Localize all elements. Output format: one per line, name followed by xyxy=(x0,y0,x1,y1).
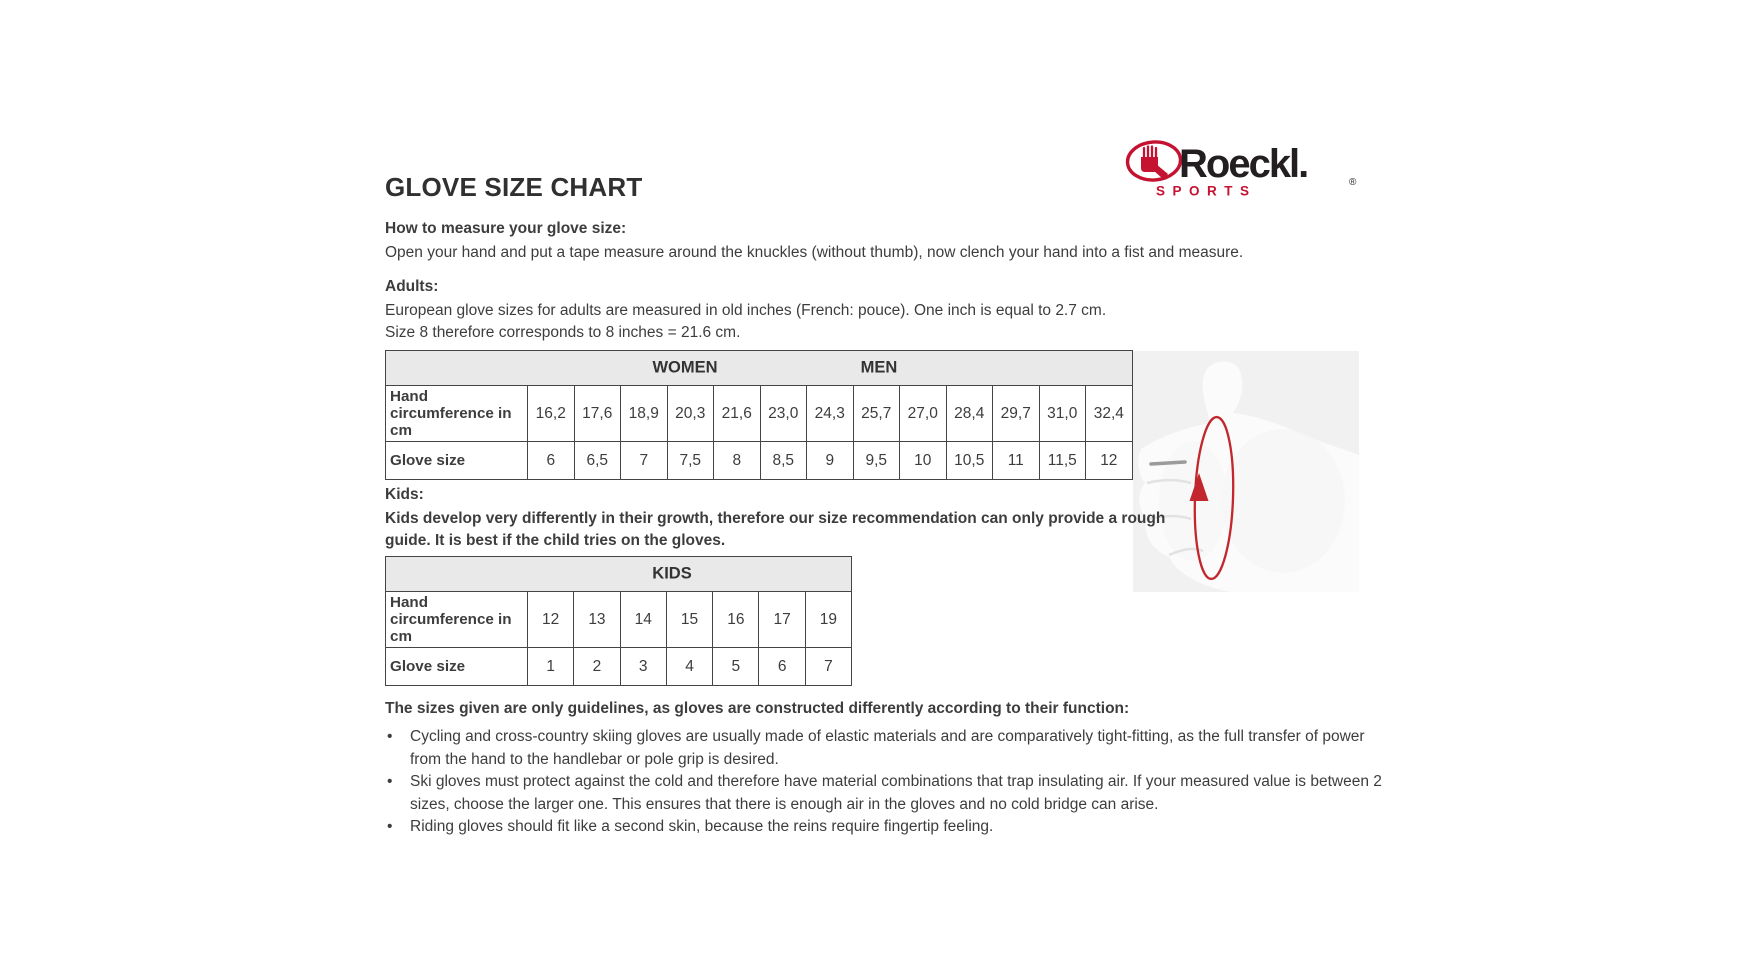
adults-group-header-row xyxy=(386,351,1133,386)
list-item xyxy=(385,726,1390,771)
kids-group-label: KIDS xyxy=(652,564,692,583)
circumference-cell: 27,0 xyxy=(900,386,947,442)
circumference-row-label: Hand circumference in cm xyxy=(386,386,528,442)
glove-size-cell: 4 xyxy=(666,648,712,686)
glove-size-cell: 9,5 xyxy=(853,442,900,480)
adults-glove-size-row xyxy=(386,442,1133,480)
glove-size-cell: 9 xyxy=(807,442,854,480)
bullet-marker: • xyxy=(387,773,393,790)
hand-measurement-illustration xyxy=(1133,351,1359,592)
glove-size-cell: 10 xyxy=(900,442,947,480)
list-item xyxy=(385,816,1390,839)
glove-size-row-label: Glove size xyxy=(386,442,528,480)
glove-size-cell: 7 xyxy=(805,648,851,686)
circumference-cell: 32,4 xyxy=(1086,386,1133,442)
page-title: GLOVE SIZE CHART xyxy=(385,172,643,202)
adults-circumference-row xyxy=(386,386,1133,442)
kids-heading: Kids: xyxy=(385,486,424,503)
list-item xyxy=(385,771,1390,816)
circumference-cell: 12 xyxy=(528,592,574,648)
adults-size-table xyxy=(385,350,1133,480)
guidelines-heading: The sizes given are only guidelines, as gloves are constructed differently according to their function: xyxy=(385,700,1130,717)
glove-size-cell: 8,5 xyxy=(760,442,807,480)
glove-size-cell: 3 xyxy=(620,648,666,686)
glove-size-cell: 1 xyxy=(528,648,574,686)
adults-text-line2: Size 8 therefore corresponds to 8 inches = 21.6 cm. xyxy=(385,324,741,341)
circumference-cell: 28,4 xyxy=(946,386,993,442)
women-group-label: WOMEN xyxy=(652,358,718,377)
kids-size-table xyxy=(385,556,852,686)
glove-size-cell: 6 xyxy=(759,648,805,686)
glove-size-cell: 5 xyxy=(713,648,759,686)
glove-size-cell: 8 xyxy=(714,442,761,480)
glove-size-cell: 11 xyxy=(993,442,1040,480)
circumference-cell: 23,0 xyxy=(760,386,807,442)
circumference-row-label: Hand circumference in cm xyxy=(386,592,528,648)
glove-size-row-label: Glove size xyxy=(386,648,528,686)
bullet-text-ski: Ski gloves must protect against the cold and therefore have material combinations that trap insulating air. If your measured value is between 2 sizes, choose the larger one. This ensures that there is enough air in the gloves and no cold bridge can arise. xyxy=(410,773,1382,813)
glove-size-cell: 2 xyxy=(574,648,620,686)
circumference-cell: 19 xyxy=(805,592,851,648)
circumference-cell: 14 xyxy=(620,592,666,648)
how-to-body: Open your hand and put a tape measure around the knuckles (without thumb), now clench your hand into a fist and measure. xyxy=(385,244,1244,261)
adults-text-line1: European glove sizes for adults are measured in old inches (French: pouce). One inch is equal to 2.7 cm. xyxy=(385,302,1107,319)
glove-size-cell: 7 xyxy=(621,442,668,480)
kids-group-header-cell xyxy=(386,557,852,592)
circumference-cell: 25,7 xyxy=(853,386,900,442)
adults-heading: Adults: xyxy=(385,278,439,295)
adults-group-header-cell xyxy=(386,351,1133,386)
circumference-cell: 21,6 xyxy=(714,386,761,442)
how-to-heading: How to measure your glove size: xyxy=(385,220,627,237)
brand-subtitle: SPORTS xyxy=(1156,183,1257,198)
circumference-cell: 17,6 xyxy=(574,386,621,442)
bullet-marker: • xyxy=(387,728,393,745)
glove-size-cell: 12 xyxy=(1086,442,1133,480)
circumference-cell: 18,9 xyxy=(621,386,668,442)
guidelines-bullet-list xyxy=(385,726,1390,839)
finger-gap-shadow xyxy=(1151,462,1185,464)
circumference-cell: 15 xyxy=(666,592,712,648)
circumference-cell: 16 xyxy=(713,592,759,648)
bullet-text-riding: Riding gloves should fit like a second skin, because the reins require fingertip feeling. xyxy=(410,818,994,835)
circumference-cell: 17 xyxy=(759,592,805,648)
registered-trademark-symbol: ® xyxy=(1349,177,1357,188)
circumference-cell: 31,0 xyxy=(1039,386,1086,442)
kids-circumference-row xyxy=(386,592,852,648)
circumference-cell: 24,3 xyxy=(807,386,854,442)
glove-size-cell: 6 xyxy=(528,442,575,480)
bullet-text-cycling: Cycling and cross-country skiing gloves are usually made of elastic materials and are comparatively tight-fitting, as the full transfer of power from the hand to the handlebar or pole grip is desired. xyxy=(410,728,1365,768)
kids-body: Kids develop very differently in their growth, therefore our size recommendation can only provide a rough guide. It is best if the child tries on the gloves. xyxy=(385,510,1166,549)
kids-group-header-row xyxy=(386,557,852,592)
circumference-cell: 16,2 xyxy=(528,386,575,442)
glove-size-cell: 10,5 xyxy=(946,442,993,480)
men-group-label: MEN xyxy=(860,358,898,377)
roeckl-hand-ellipse-icon xyxy=(1126,140,1182,182)
circumference-cell: 13 xyxy=(574,592,620,648)
glove-size-cell: 6,5 xyxy=(574,442,621,480)
bullet-marker: • xyxy=(387,818,393,835)
kids-glove-size-row xyxy=(386,648,852,686)
glove-size-cell: 11,5 xyxy=(1039,442,1086,480)
glove-size-cell: 7,5 xyxy=(667,442,714,480)
brand-wordmark: Roeckl. xyxy=(1179,142,1308,186)
roeckl-sports-logo xyxy=(1125,128,1365,198)
circumference-cell: 29,7 xyxy=(993,386,1040,442)
circumference-cell: 20,3 xyxy=(667,386,714,442)
